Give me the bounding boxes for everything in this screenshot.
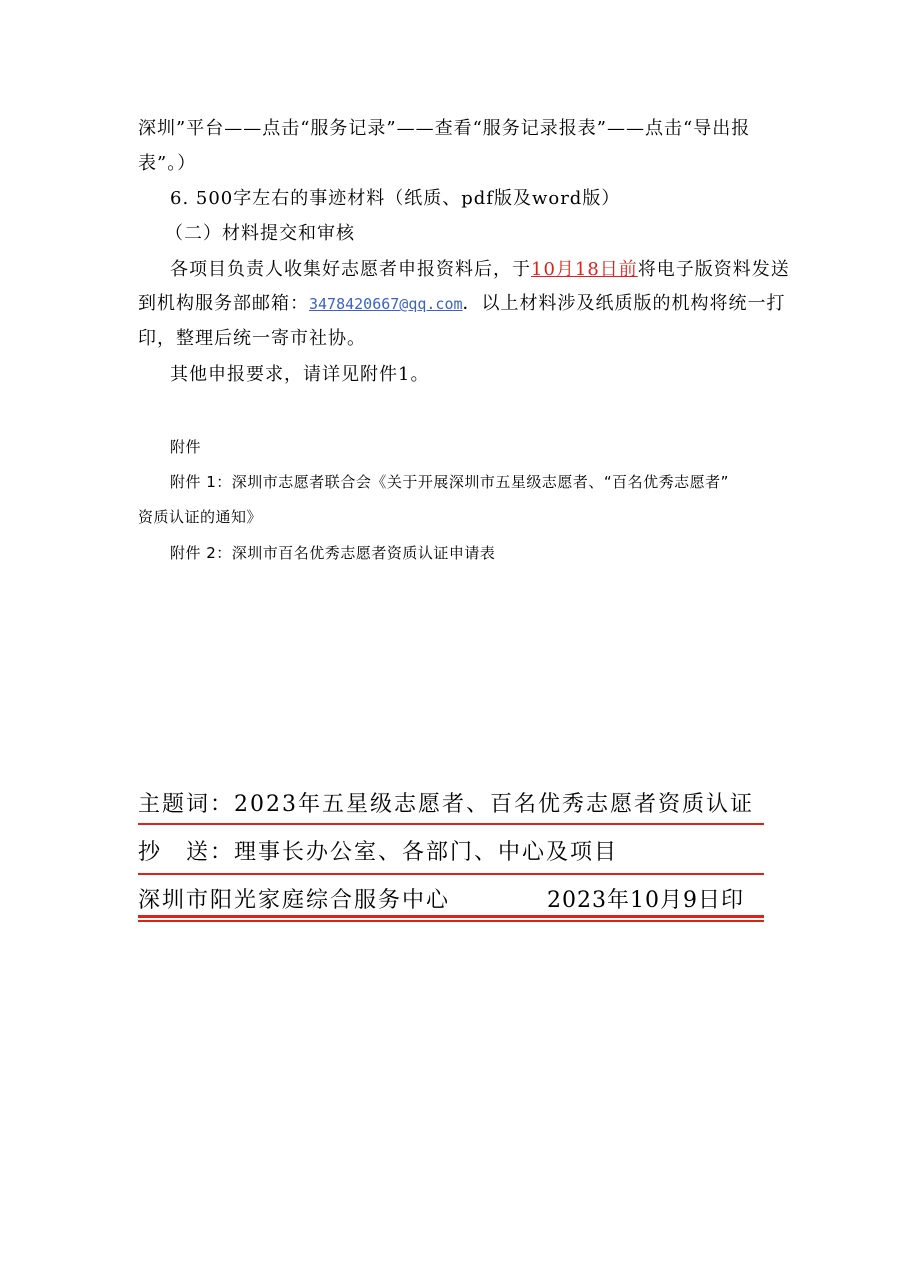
bottom-rule-top	[138, 915, 764, 918]
attachments-heading: 附件	[170, 438, 202, 456]
other-requirements: 其他申报要求，请详见附件1。	[170, 364, 430, 385]
attachment-1-line-1: 附件 1：深圳市志愿者联合会《关于开展深圳市五星级志愿者、“百名优秀志愿者”	[170, 473, 729, 491]
body-line-2: 表”。）	[138, 153, 197, 174]
body-line-1: 深圳”平台——点击“服务记录”——查看“服务记录报表”——点击“导出报	[138, 118, 751, 139]
email-link[interactable]: 3478420667@qq.com	[309, 295, 463, 313]
submit-text-post: 将电子版资料发送	[637, 259, 790, 280]
cc-label: 抄 送：	[138, 840, 235, 865]
print-line: 印，整理后统一寄市社协。	[138, 328, 366, 349]
deadline-text: 10月18日前	[531, 259, 638, 280]
subject-line: 主题词：2023年五星级志愿者、百名优秀志愿者资质认证	[138, 792, 754, 817]
bottom-rule-bottom	[138, 920, 764, 922]
email-text-post: ．以上材料涉及纸质版的机构将统一打	[462, 293, 786, 314]
email-line	[138, 292, 786, 316]
org-name: 深圳市阳光家庭综合服务中心	[138, 888, 451, 913]
cc-rule	[138, 873, 764, 875]
attachment-1-line-2: 资质认证的通知》	[138, 508, 263, 526]
submit-line	[170, 258, 790, 282]
cc-line	[138, 838, 618, 868]
submit-text-pre: 各项目负责人收集好志愿者申报资料后，于	[170, 259, 531, 280]
attachment-2: 附件 2：深圳市百名优秀志愿者资质认证申请表	[170, 544, 496, 562]
subject-rule	[138, 823, 764, 825]
cc-value: 理事长办公室、各部门、中心及项目	[234, 840, 619, 865]
print-date: 2023年10月9日印	[547, 888, 744, 913]
email-text-pre: 到机构服务部邮箱：	[138, 293, 309, 314]
section-heading: （二）材料提交和审核	[165, 223, 355, 244]
list-item-6: 6. 500字左右的事迹材料（纸质、pdf版及word版）	[170, 188, 621, 209]
